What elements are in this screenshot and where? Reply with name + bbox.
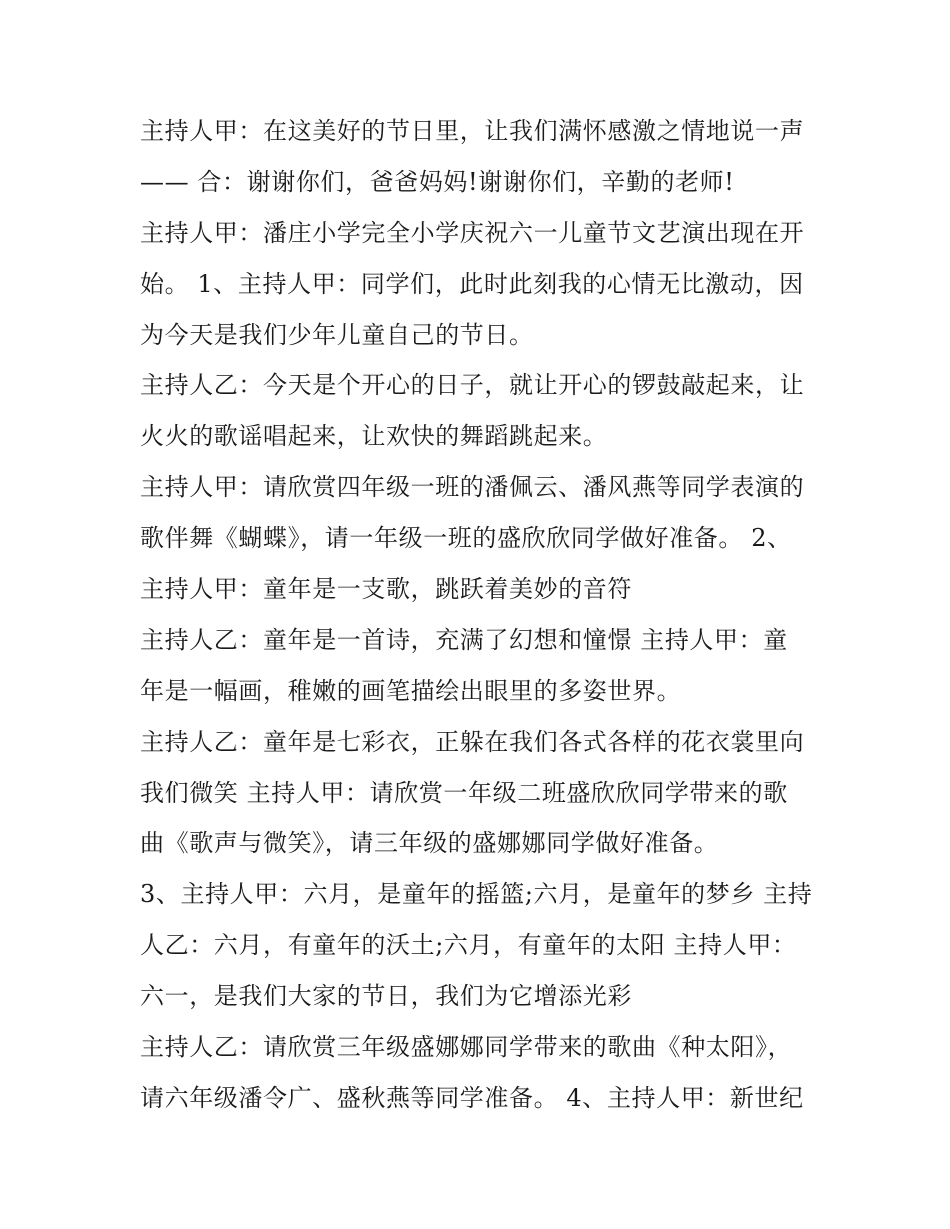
- document-body: [140, 106, 820, 1124]
- text-line-5: 为今天是我们少年儿童自己的节日。: [140, 320, 534, 349]
- text-line-19: 主持人乙：请欣赏三年级盛娜娜同学带来的歌曲《种太阳》，: [140, 1033, 793, 1062]
- text-line-7: 火火的歌谣唱起来，让欢快的舞蹈跳起来。: [140, 422, 608, 451]
- text-line-6: 主持人乙：今天是个开心的日子，就让开心的锣鼓敲起来，让: [140, 371, 805, 400]
- text-line-9: 歌伴舞《蝴蝶》，请一年级一班的盛欣欣同学做好准备。 2、: [140, 524, 792, 553]
- text-line-18: 六一，是我们大家的节日，我们为它增添光彩: [140, 982, 632, 1011]
- text-line-13: 主持人乙：童年是七彩衣，正躲在我们各式各样的花衣裳里向: [140, 727, 805, 756]
- text-line-16: 3、主持人甲：六月，是童年的摇篮;六月，是童年的梦乡 主持: [140, 880, 813, 909]
- text-line-4: 始。 1、主持人甲：同学们，此时此刻我的心情无比激动，因: [140, 269, 804, 298]
- text-line-14: 我们微笑 主持人甲：请欣赏一年级二班盛欣欣同学带来的歌: [140, 778, 788, 807]
- text-line-10: 主持人甲：童年是一支歌，跳跃着美妙的音符: [140, 575, 632, 604]
- text-line-11: 主持人乙：童年是一首诗，充满了幻想和憧憬 主持人甲：童: [140, 625, 788, 654]
- text-line-3: 主持人甲：潘庄小学完全小学庆祝六一儿童节文艺演出现在开: [140, 218, 805, 247]
- text-line-1: 主持人甲：在这美好的节日里，让我们满怀感激之情地说一声: [140, 117, 805, 145]
- text-line-20: 请六年级潘令广、盛秋燕等同学准备。 4、主持人甲：新世纪: [140, 1083, 804, 1112]
- text-line-2: —— 合：谢谢你们，爸爸妈妈!谢谢你们，辛勤的老师!: [140, 167, 735, 196]
- text-line-17: 人乙：六月，有童年的沃土;六月，有童年的太阳 主持人甲：: [140, 931, 797, 960]
- text-line-12: 年是一幅画，稚嫩的画笔描绘出眼里的多姿世界。: [140, 676, 682, 705]
- text-line-15: 曲《歌声与微笑》，请三年级的盛娜娜同学做好准备。: [140, 829, 719, 858]
- text-line-8: 主持人甲：请欣赏四年级一班的潘佩云、潘风燕等同学表演的: [140, 473, 805, 502]
